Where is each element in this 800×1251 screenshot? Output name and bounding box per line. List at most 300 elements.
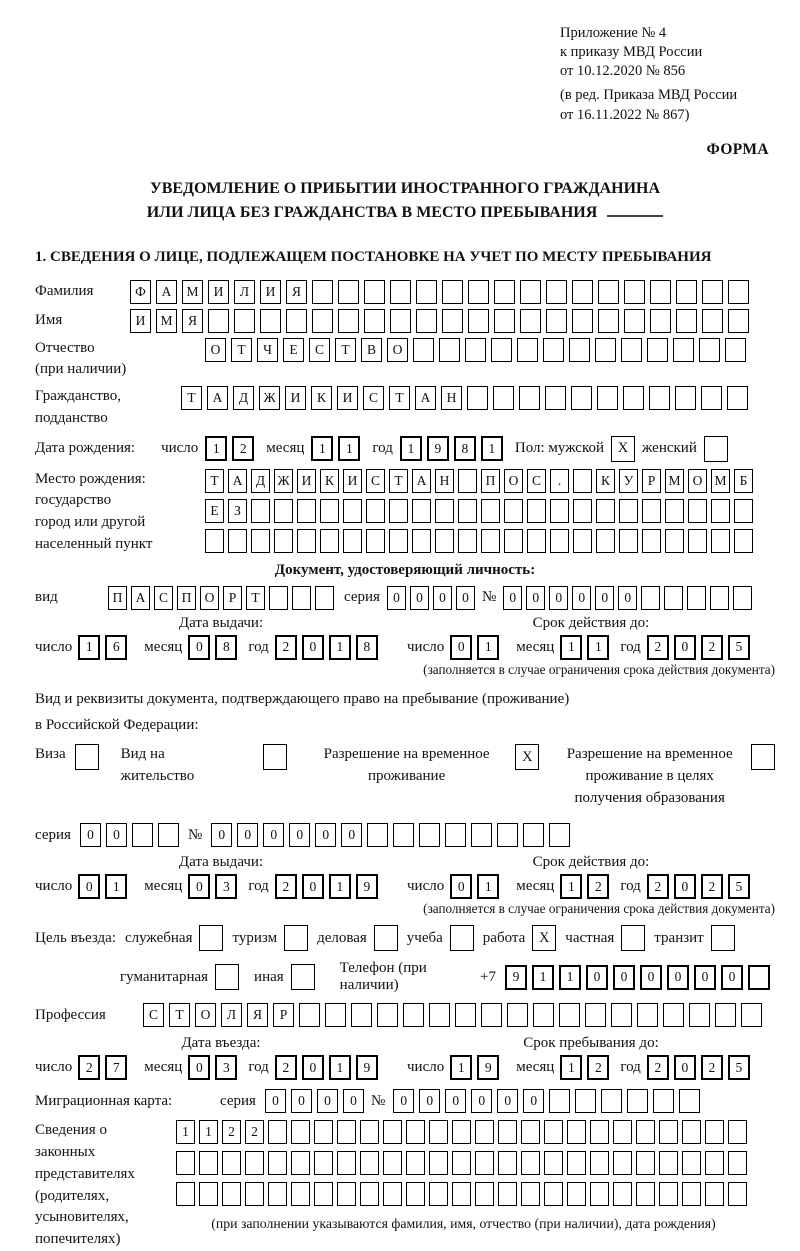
- form-cell[interactable]: [705, 1151, 724, 1175]
- form-cell[interactable]: [406, 1151, 425, 1175]
- form-cell[interactable]: 0: [289, 823, 310, 847]
- form-cell[interactable]: [569, 338, 590, 362]
- form-cell[interactable]: Е: [283, 338, 304, 362]
- form-cell[interactable]: Я: [182, 309, 203, 333]
- form-cell[interactable]: [228, 529, 247, 553]
- form-cell[interactable]: 1: [199, 1120, 218, 1144]
- form-cell[interactable]: 2: [701, 1055, 723, 1080]
- form-cell[interactable]: А: [207, 386, 228, 410]
- form-cell[interactable]: 0: [433, 586, 452, 610]
- purpose-business-checkbox[interactable]: [199, 925, 223, 951]
- form-cell[interactable]: [664, 586, 683, 610]
- form-cell[interactable]: 0: [694, 965, 716, 990]
- form-cell[interactable]: [360, 1182, 379, 1206]
- form-cell[interactable]: [621, 338, 642, 362]
- form-cell[interactable]: С: [527, 469, 546, 493]
- form-cell[interactable]: [715, 1003, 736, 1027]
- form-cell[interactable]: [649, 386, 670, 410]
- form-cell[interactable]: [676, 280, 697, 304]
- form-cell[interactable]: 0: [188, 874, 210, 899]
- form-cell[interactable]: 2: [245, 1120, 264, 1144]
- form-cell[interactable]: [481, 1003, 502, 1027]
- form-cell[interactable]: [682, 1182, 701, 1206]
- form-cell[interactable]: Р: [223, 586, 242, 610]
- form-cell[interactable]: [688, 529, 707, 553]
- form-cell[interactable]: [413, 338, 434, 362]
- form-cell[interactable]: [435, 529, 454, 553]
- form-cell[interactable]: [665, 529, 684, 553]
- form-cell[interactable]: Д: [251, 469, 270, 493]
- form-cell[interactable]: 2: [647, 874, 669, 899]
- form-cell[interactable]: 0: [667, 965, 689, 990]
- form-cell[interactable]: 1: [481, 436, 503, 461]
- form-cell[interactable]: 8: [215, 635, 237, 660]
- form-cell[interactable]: [360, 1151, 379, 1175]
- form-cell[interactable]: 9: [477, 1055, 499, 1080]
- form-cell[interactable]: 0: [341, 823, 362, 847]
- form-cell[interactable]: 2: [647, 635, 669, 660]
- form-cell[interactable]: [475, 1151, 494, 1175]
- form-cell[interactable]: [734, 529, 753, 553]
- form-cell[interactable]: [199, 1182, 218, 1206]
- form-cell[interactable]: [571, 386, 592, 410]
- form-cell[interactable]: [251, 529, 270, 553]
- form-cell[interactable]: [320, 499, 339, 523]
- form-cell[interactable]: 0: [302, 635, 324, 660]
- form-cell[interactable]: [429, 1120, 448, 1144]
- form-cell[interactable]: [546, 309, 567, 333]
- form-cell[interactable]: [734, 499, 753, 523]
- form-cell[interactable]: [596, 529, 615, 553]
- form-cell[interactable]: [383, 1151, 402, 1175]
- form-cell[interactable]: [705, 1182, 724, 1206]
- form-cell[interactable]: 0: [263, 823, 284, 847]
- form-cell[interactable]: [676, 309, 697, 333]
- form-cell[interactable]: [475, 1182, 494, 1206]
- sex-male-checkbox[interactable]: X: [611, 436, 635, 462]
- form-cell[interactable]: [705, 1120, 724, 1144]
- form-cell[interactable]: [520, 280, 541, 304]
- form-cell[interactable]: А: [415, 386, 436, 410]
- form-cell[interactable]: [481, 499, 500, 523]
- form-cell[interactable]: [523, 823, 544, 847]
- form-cell[interactable]: 5: [728, 874, 750, 899]
- form-cell[interactable]: [601, 1089, 622, 1113]
- form-cell[interactable]: [445, 823, 466, 847]
- form-cell[interactable]: Л: [234, 280, 255, 304]
- form-cell[interactable]: [390, 309, 411, 333]
- form-cell[interactable]: [493, 386, 514, 410]
- form-cell[interactable]: И: [343, 469, 362, 493]
- form-cell[interactable]: .: [550, 469, 569, 493]
- form-cell[interactable]: [429, 1182, 448, 1206]
- form-cell[interactable]: Т: [181, 386, 202, 410]
- form-cell[interactable]: [481, 529, 500, 553]
- form-cell[interactable]: [544, 1182, 563, 1206]
- form-cell[interactable]: [176, 1151, 195, 1175]
- form-cell[interactable]: 1: [329, 1055, 351, 1080]
- form-cell[interactable]: [507, 1003, 528, 1027]
- form-cell[interactable]: [412, 529, 431, 553]
- form-cell[interactable]: [572, 309, 593, 333]
- form-cell[interactable]: [659, 1151, 678, 1175]
- form-cell[interactable]: С: [309, 338, 330, 362]
- form-cell[interactable]: О: [200, 586, 219, 610]
- form-cell[interactable]: 1: [477, 635, 499, 660]
- form-cell[interactable]: [222, 1182, 241, 1206]
- form-cell[interactable]: [291, 1120, 310, 1144]
- form-cell[interactable]: [567, 1120, 586, 1144]
- form-cell[interactable]: [585, 1003, 606, 1027]
- form-cell[interactable]: [337, 1151, 356, 1175]
- form-cell[interactable]: [471, 823, 492, 847]
- form-cell[interactable]: 0: [450, 874, 472, 899]
- form-cell[interactable]: [711, 529, 730, 553]
- form-cell[interactable]: Я: [247, 1003, 268, 1027]
- form-cell[interactable]: Ф: [130, 280, 151, 304]
- form-cell[interactable]: [619, 529, 638, 553]
- form-cell[interactable]: О: [387, 338, 408, 362]
- form-cell[interactable]: [468, 280, 489, 304]
- form-cell[interactable]: М: [156, 309, 177, 333]
- form-cell[interactable]: А: [228, 469, 247, 493]
- form-cell[interactable]: [245, 1151, 264, 1175]
- form-cell[interactable]: 1: [329, 874, 351, 899]
- form-cell[interactable]: 0: [456, 586, 475, 610]
- form-cell[interactable]: [132, 823, 153, 847]
- form-cell[interactable]: Н: [441, 386, 462, 410]
- form-cell[interactable]: П: [177, 586, 196, 610]
- form-cell[interactable]: [682, 1151, 701, 1175]
- form-cell[interactable]: И: [337, 386, 358, 410]
- form-cell[interactable]: 2: [275, 1055, 297, 1080]
- form-cell[interactable]: 1: [559, 965, 581, 990]
- form-cell[interactable]: 0: [265, 1089, 286, 1113]
- form-cell[interactable]: [439, 338, 460, 362]
- form-cell[interactable]: 1: [560, 1055, 582, 1080]
- form-cell[interactable]: [286, 309, 307, 333]
- form-cell[interactable]: [416, 280, 437, 304]
- form-cell[interactable]: [611, 1003, 632, 1027]
- form-cell[interactable]: [205, 529, 224, 553]
- form-cell[interactable]: [291, 1182, 310, 1206]
- form-cell[interactable]: [573, 499, 592, 523]
- form-cell[interactable]: 7: [105, 1055, 127, 1080]
- form-cell[interactable]: 0: [393, 1089, 414, 1113]
- form-cell[interactable]: К: [311, 386, 332, 410]
- form-cell[interactable]: [636, 1182, 655, 1206]
- form-cell[interactable]: 9: [356, 1055, 378, 1080]
- form-cell[interactable]: [527, 499, 546, 523]
- form-cell[interactable]: 0: [188, 635, 210, 660]
- form-cell[interactable]: А: [412, 469, 431, 493]
- form-cell[interactable]: [544, 1151, 563, 1175]
- form-cell[interactable]: И: [260, 280, 281, 304]
- form-cell[interactable]: [520, 309, 541, 333]
- form-cell[interactable]: 0: [450, 635, 472, 660]
- form-cell[interactable]: [406, 1120, 425, 1144]
- form-cell[interactable]: [268, 1182, 287, 1206]
- form-cell[interactable]: [573, 469, 592, 493]
- form-cell[interactable]: [435, 499, 454, 523]
- form-cell[interactable]: [351, 1003, 372, 1027]
- form-cell[interactable]: [360, 1120, 379, 1144]
- form-cell[interactable]: [364, 309, 385, 333]
- form-cell[interactable]: 0: [211, 823, 232, 847]
- form-cell[interactable]: [416, 309, 437, 333]
- form-cell[interactable]: Т: [389, 386, 410, 410]
- form-cell[interactable]: 0: [595, 586, 614, 610]
- form-cell[interactable]: [549, 1089, 570, 1113]
- form-cell[interactable]: С: [363, 386, 384, 410]
- form-cell[interactable]: Н: [435, 469, 454, 493]
- form-cell[interactable]: 0: [343, 1089, 364, 1113]
- form-cell[interactable]: [494, 280, 515, 304]
- form-cell[interactable]: [650, 280, 671, 304]
- option-visa-checkbox[interactable]: [75, 744, 99, 770]
- form-cell[interactable]: [590, 1151, 609, 1175]
- form-cell[interactable]: 3: [215, 1055, 237, 1080]
- form-cell[interactable]: В: [361, 338, 382, 362]
- form-cell[interactable]: 1: [587, 635, 609, 660]
- form-cell[interactable]: [673, 338, 694, 362]
- form-cell[interactable]: [702, 280, 723, 304]
- form-cell[interactable]: [728, 1120, 747, 1144]
- form-cell[interactable]: [389, 529, 408, 553]
- form-cell[interactable]: 0: [618, 586, 637, 610]
- form-cell[interactable]: Т: [231, 338, 252, 362]
- form-cell[interactable]: [647, 338, 668, 362]
- form-cell[interactable]: [567, 1182, 586, 1206]
- form-cell[interactable]: [596, 499, 615, 523]
- form-cell[interactable]: 1: [205, 436, 227, 461]
- form-cell[interactable]: 0: [721, 965, 743, 990]
- form-cell[interactable]: [550, 499, 569, 523]
- form-cell[interactable]: [623, 386, 644, 410]
- form-cell[interactable]: 5: [728, 635, 750, 660]
- form-cell[interactable]: [597, 386, 618, 410]
- purpose-private-checkbox[interactable]: [621, 925, 645, 951]
- form-cell[interactable]: [641, 586, 660, 610]
- form-cell[interactable]: [682, 1120, 701, 1144]
- form-cell[interactable]: У: [619, 469, 638, 493]
- form-cell[interactable]: [679, 1089, 700, 1113]
- form-cell[interactable]: Р: [642, 469, 661, 493]
- form-cell[interactable]: Т: [169, 1003, 190, 1027]
- form-cell[interactable]: [545, 386, 566, 410]
- form-cell[interactable]: [567, 1151, 586, 1175]
- form-cell[interactable]: 0: [410, 586, 429, 610]
- form-cell[interactable]: Я: [286, 280, 307, 304]
- form-cell[interactable]: [337, 1120, 356, 1144]
- form-cell[interactable]: О: [195, 1003, 216, 1027]
- form-cell[interactable]: [590, 1182, 609, 1206]
- form-cell[interactable]: 0: [674, 1055, 696, 1080]
- form-cell[interactable]: [458, 469, 477, 493]
- form-cell[interactable]: М: [665, 469, 684, 493]
- form-cell[interactable]: [741, 1003, 762, 1027]
- form-cell[interactable]: 0: [586, 965, 608, 990]
- form-cell[interactable]: 1: [311, 436, 333, 461]
- form-cell[interactable]: [665, 499, 684, 523]
- form-cell[interactable]: [292, 586, 311, 610]
- form-cell[interactable]: [325, 1003, 346, 1027]
- form-cell[interactable]: 0: [317, 1089, 338, 1113]
- form-cell[interactable]: [725, 338, 746, 362]
- form-cell[interactable]: [663, 1003, 684, 1027]
- form-cell[interactable]: 0: [674, 874, 696, 899]
- form-cell[interactable]: 0: [523, 1089, 544, 1113]
- form-cell[interactable]: 9: [505, 965, 527, 990]
- form-cell[interactable]: И: [285, 386, 306, 410]
- form-cell[interactable]: Т: [205, 469, 224, 493]
- form-cell[interactable]: [546, 280, 567, 304]
- form-cell[interactable]: [559, 1003, 580, 1027]
- form-cell[interactable]: [393, 823, 414, 847]
- form-cell[interactable]: [572, 280, 593, 304]
- form-cell[interactable]: [701, 386, 722, 410]
- form-cell[interactable]: 8: [356, 635, 378, 660]
- form-cell[interactable]: [338, 309, 359, 333]
- form-cell[interactable]: Р: [273, 1003, 294, 1027]
- form-cell[interactable]: З: [228, 499, 247, 523]
- form-cell[interactable]: О: [688, 469, 707, 493]
- form-cell[interactable]: [504, 499, 523, 523]
- form-cell[interactable]: 2: [701, 635, 723, 660]
- form-cell[interactable]: [366, 529, 385, 553]
- form-cell[interactable]: [728, 1151, 747, 1175]
- form-cell[interactable]: 2: [275, 635, 297, 660]
- form-cell[interactable]: [497, 823, 518, 847]
- form-cell[interactable]: Т: [389, 469, 408, 493]
- form-cell[interactable]: 1: [105, 874, 127, 899]
- form-cell[interactable]: [314, 1120, 333, 1144]
- form-cell[interactable]: 1: [532, 965, 554, 990]
- form-cell[interactable]: 2: [587, 1055, 609, 1080]
- form-cell[interactable]: 1: [560, 874, 582, 899]
- form-cell[interactable]: [521, 1151, 540, 1175]
- form-cell[interactable]: 5: [728, 1055, 750, 1080]
- form-cell[interactable]: [498, 1182, 517, 1206]
- form-cell[interactable]: К: [320, 469, 339, 493]
- form-cell[interactable]: [728, 1182, 747, 1206]
- form-cell[interactable]: [343, 529, 362, 553]
- form-cell[interactable]: [627, 1089, 648, 1113]
- form-cell[interactable]: [517, 338, 538, 362]
- form-cell[interactable]: О: [205, 338, 226, 362]
- form-cell[interactable]: 0: [302, 874, 324, 899]
- form-cell[interactable]: [659, 1120, 678, 1144]
- form-cell[interactable]: Т: [335, 338, 356, 362]
- form-cell[interactable]: [533, 1003, 554, 1027]
- purpose-work-checkbox[interactable]: X: [532, 925, 556, 951]
- form-cell[interactable]: М: [711, 469, 730, 493]
- form-cell[interactable]: [260, 309, 281, 333]
- form-cell[interactable]: [234, 309, 255, 333]
- form-cell[interactable]: [158, 823, 179, 847]
- form-cell[interactable]: [710, 586, 729, 610]
- form-cell[interactable]: 0: [419, 1089, 440, 1113]
- form-cell[interactable]: [406, 1182, 425, 1206]
- form-cell[interactable]: К: [596, 469, 615, 493]
- form-cell[interactable]: 0: [80, 823, 101, 847]
- form-cell[interactable]: [452, 1182, 471, 1206]
- form-cell[interactable]: [498, 1151, 517, 1175]
- form-cell[interactable]: [403, 1003, 424, 1027]
- form-cell[interactable]: 0: [291, 1089, 312, 1113]
- form-cell[interactable]: [268, 1151, 287, 1175]
- form-cell[interactable]: [637, 1003, 658, 1027]
- form-cell[interactable]: [598, 309, 619, 333]
- form-cell[interactable]: [650, 309, 671, 333]
- form-cell[interactable]: [419, 823, 440, 847]
- form-cell[interactable]: [176, 1182, 195, 1206]
- form-cell[interactable]: [689, 1003, 710, 1027]
- form-cell[interactable]: [299, 1003, 320, 1027]
- form-cell[interactable]: [575, 1089, 596, 1113]
- form-cell[interactable]: 2: [222, 1120, 241, 1144]
- form-cell[interactable]: 1: [400, 436, 422, 461]
- form-cell[interactable]: [429, 1003, 450, 1027]
- form-cell[interactable]: [728, 280, 749, 304]
- form-cell[interactable]: [613, 1182, 632, 1206]
- form-cell[interactable]: Е: [205, 499, 224, 523]
- form-cell[interactable]: 2: [701, 874, 723, 899]
- form-cell[interactable]: [377, 1003, 398, 1027]
- form-cell[interactable]: [429, 1151, 448, 1175]
- form-cell[interactable]: 0: [674, 635, 696, 660]
- purpose-transit-checkbox[interactable]: [711, 925, 735, 951]
- form-cell[interactable]: [269, 586, 288, 610]
- form-cell[interactable]: [504, 529, 523, 553]
- form-cell[interactable]: [314, 1151, 333, 1175]
- form-cell[interactable]: А: [131, 586, 150, 610]
- form-cell[interactable]: 0: [237, 823, 258, 847]
- form-cell[interactable]: [624, 280, 645, 304]
- form-cell[interactable]: [675, 386, 696, 410]
- form-cell[interactable]: [312, 280, 333, 304]
- sex-female-checkbox[interactable]: [704, 436, 728, 462]
- form-cell[interactable]: [312, 309, 333, 333]
- form-cell[interactable]: [642, 499, 661, 523]
- form-cell[interactable]: 0: [503, 586, 522, 610]
- form-cell[interactable]: [367, 823, 388, 847]
- form-cell[interactable]: [389, 499, 408, 523]
- form-cell[interactable]: [222, 1151, 241, 1175]
- form-cell[interactable]: 0: [106, 823, 127, 847]
- form-cell[interactable]: 2: [587, 874, 609, 899]
- form-cell[interactable]: [274, 499, 293, 523]
- form-cell[interactable]: [245, 1182, 264, 1206]
- form-cell[interactable]: [338, 280, 359, 304]
- form-cell[interactable]: [475, 1120, 494, 1144]
- form-cell[interactable]: 9: [356, 874, 378, 899]
- form-cell[interactable]: [291, 1151, 310, 1175]
- form-cell[interactable]: [613, 1151, 632, 1175]
- form-cell[interactable]: 1: [477, 874, 499, 899]
- form-cell[interactable]: [687, 586, 706, 610]
- form-cell[interactable]: [343, 499, 362, 523]
- form-cell[interactable]: [544, 1120, 563, 1144]
- form-cell[interactable]: [199, 1151, 218, 1175]
- form-cell[interactable]: [465, 338, 486, 362]
- form-cell[interactable]: [297, 529, 316, 553]
- purpose-study-checkbox[interactable]: [450, 925, 474, 951]
- form-cell[interactable]: 0: [497, 1089, 518, 1113]
- form-cell[interactable]: 2: [275, 874, 297, 899]
- form-cell[interactable]: И: [130, 309, 151, 333]
- form-cell[interactable]: 1: [176, 1120, 195, 1144]
